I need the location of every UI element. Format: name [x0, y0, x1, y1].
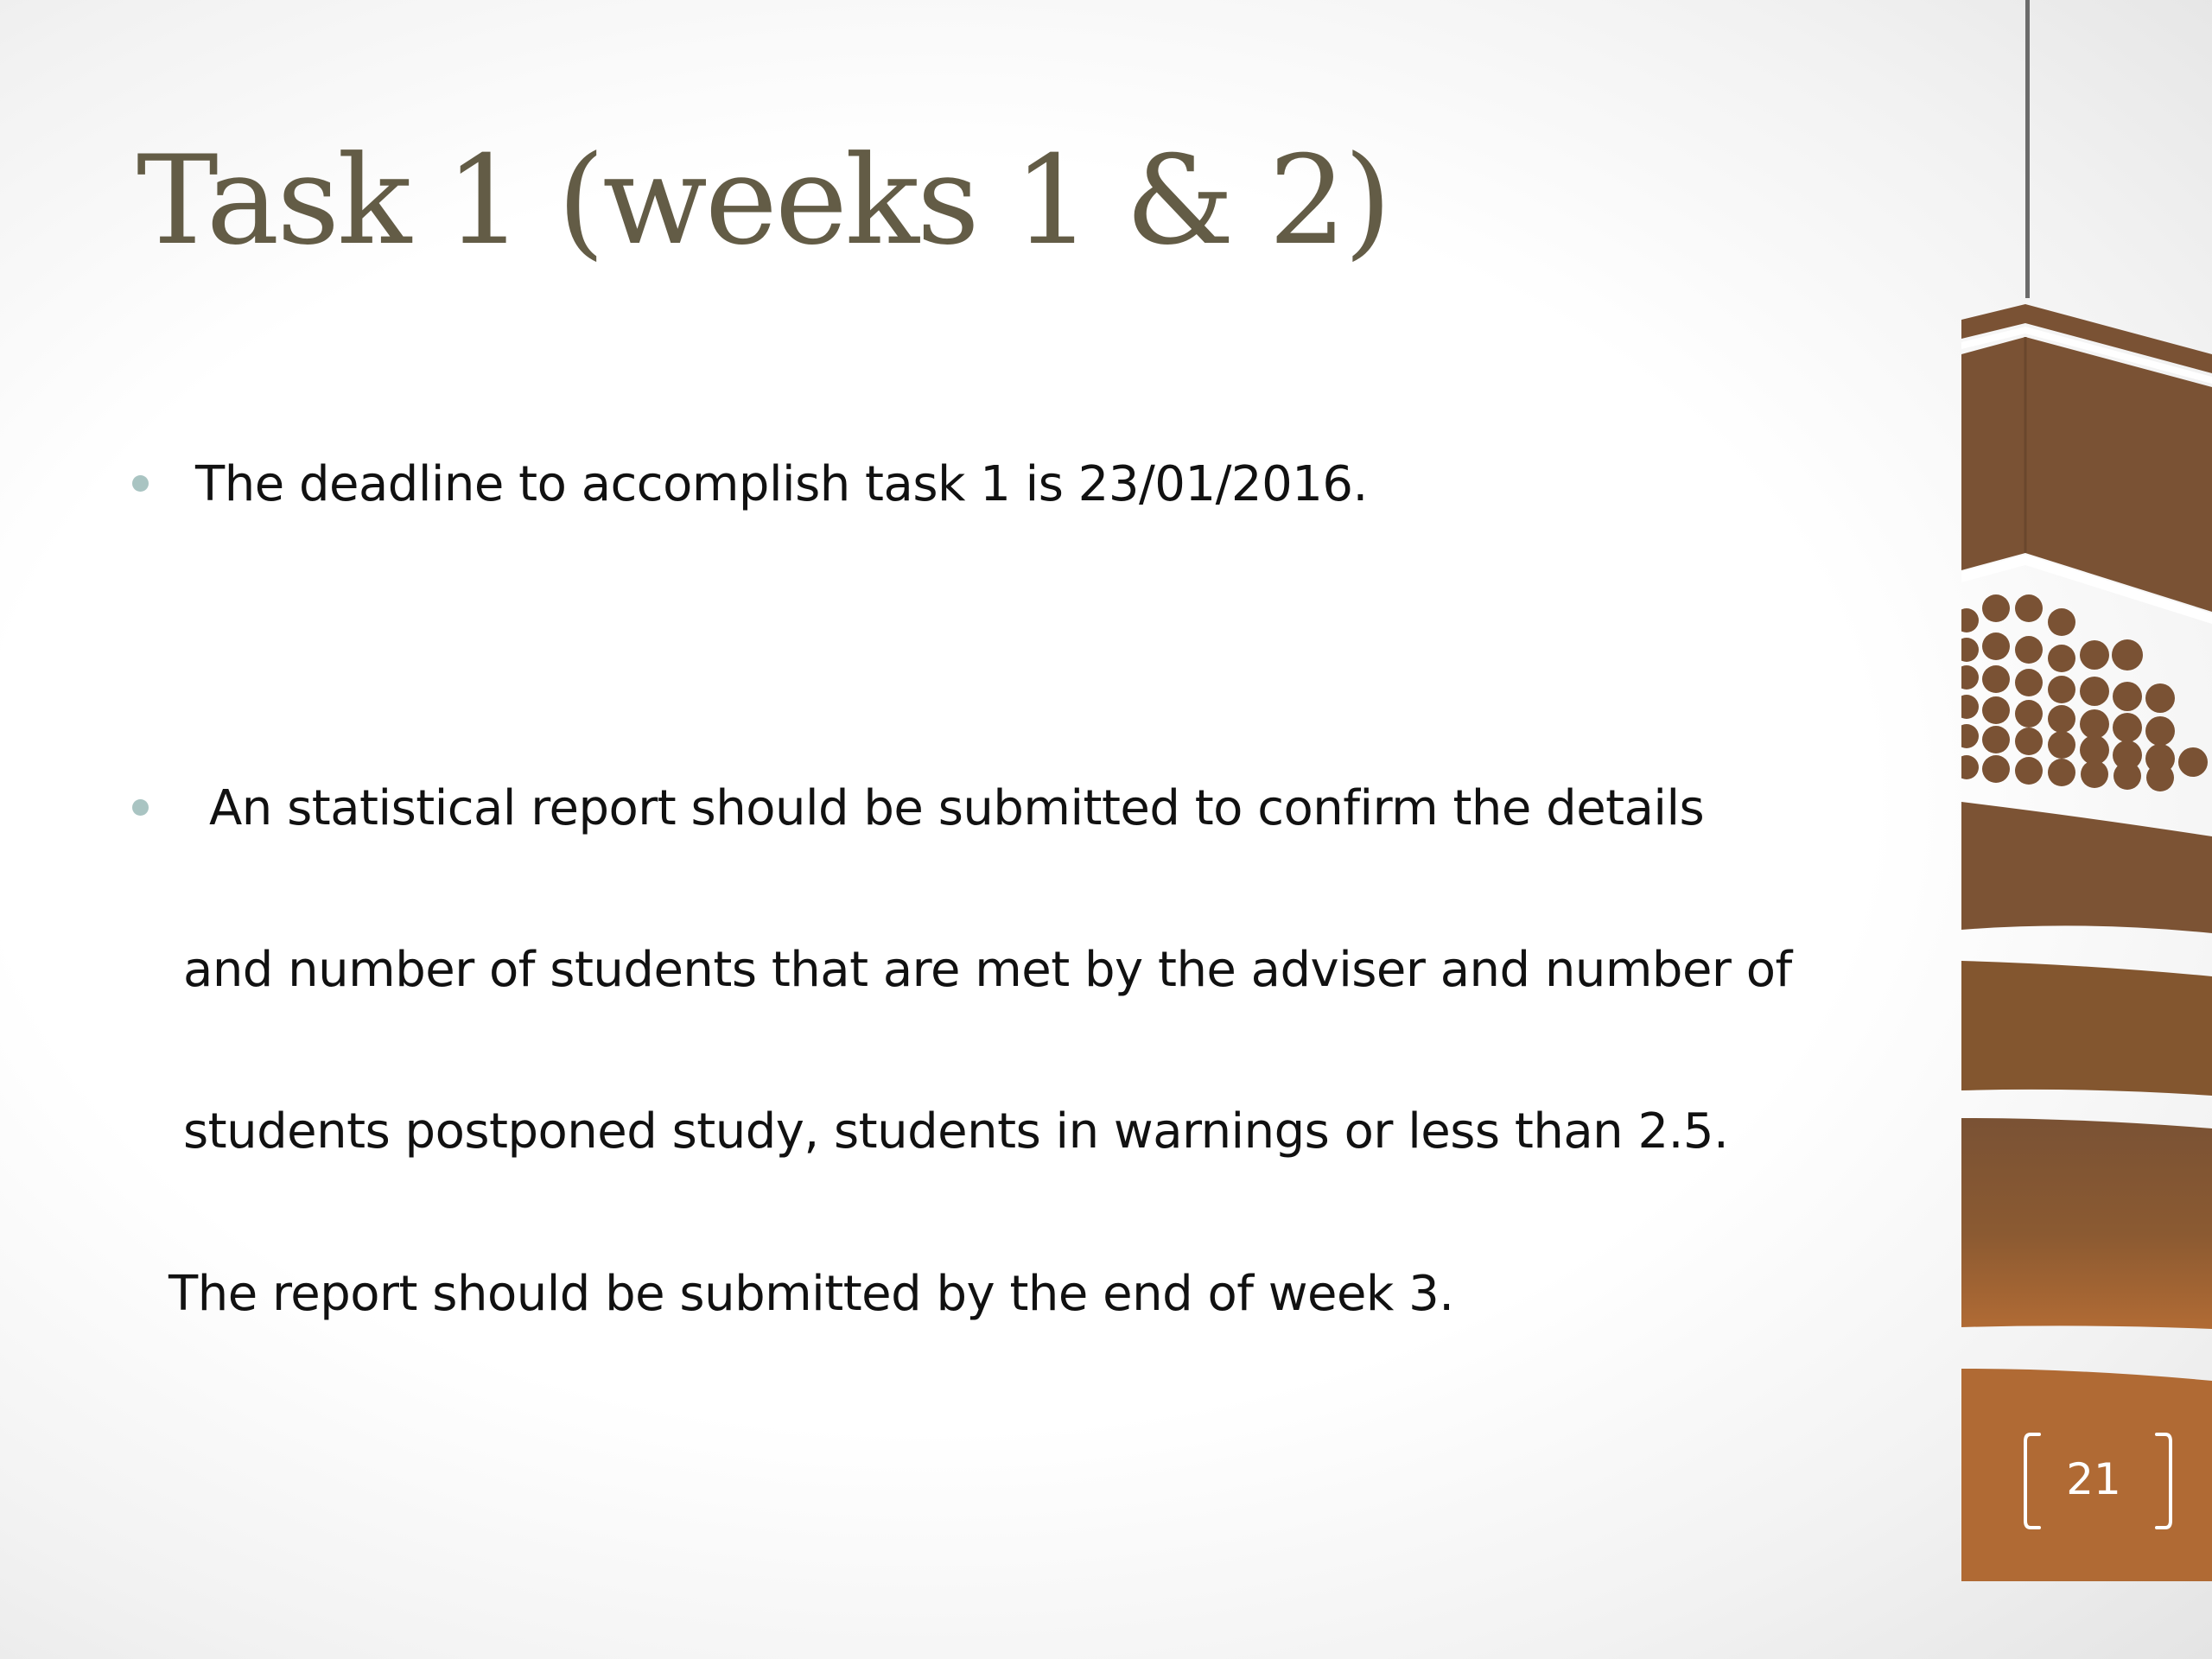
bullet-dot	[132, 799, 149, 816]
bullet-text-report-line-1: An statistical report should be submitted to confirm the details	[209, 780, 1705, 836]
lattice-dots	[1961, 594, 2208, 791]
bullet-text-deadline: The deadline to accomplish task 1 is 23/01/2016.	[195, 456, 1368, 512]
closing-text: The report should be submitted by the end of week 3.	[168, 1266, 1454, 1322]
bullet-text-report-line-2: and number of students that are met by the adviser and number of	[183, 942, 1792, 998]
page-number: 21	[2066, 1454, 2121, 1504]
bullet-text-report-line-3: students postponed study, students in warnings or less than 2.5.	[183, 1103, 1729, 1160]
slide-title: Task 1 (weeks 1 & 2)	[137, 130, 1389, 272]
bullet-dot	[132, 475, 149, 492]
building-illustration	[1961, 0, 2212, 1659]
